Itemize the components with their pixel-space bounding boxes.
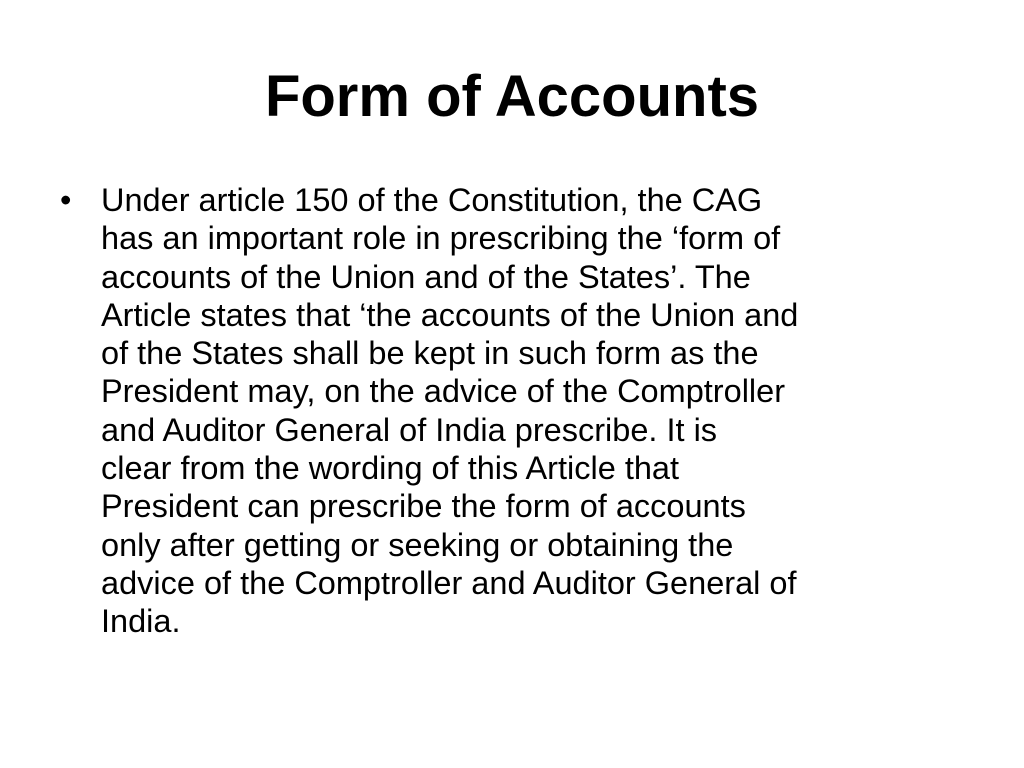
bullet-marker: • xyxy=(60,182,72,218)
bullet-text: Under article 150 of the Constitution, the CAG has an important role in prescribing the ‘form of accounts of the Union and of the States’. The Article states that ‘the accounts of the Union and of the States shall be kept in such form as the President may, on the advice of the Comptroller and Auditor General of India prescribe. It is clear from the wording of this Article that President can prescribe the form of accounts only after getting or seeking or obtaining the advice of the Comptroller and Auditor General of India. xyxy=(101,182,799,640)
bullet-item xyxy=(60,181,970,641)
slide-title: Form of Accounts xyxy=(264,64,760,129)
bullet-list xyxy=(60,181,970,641)
